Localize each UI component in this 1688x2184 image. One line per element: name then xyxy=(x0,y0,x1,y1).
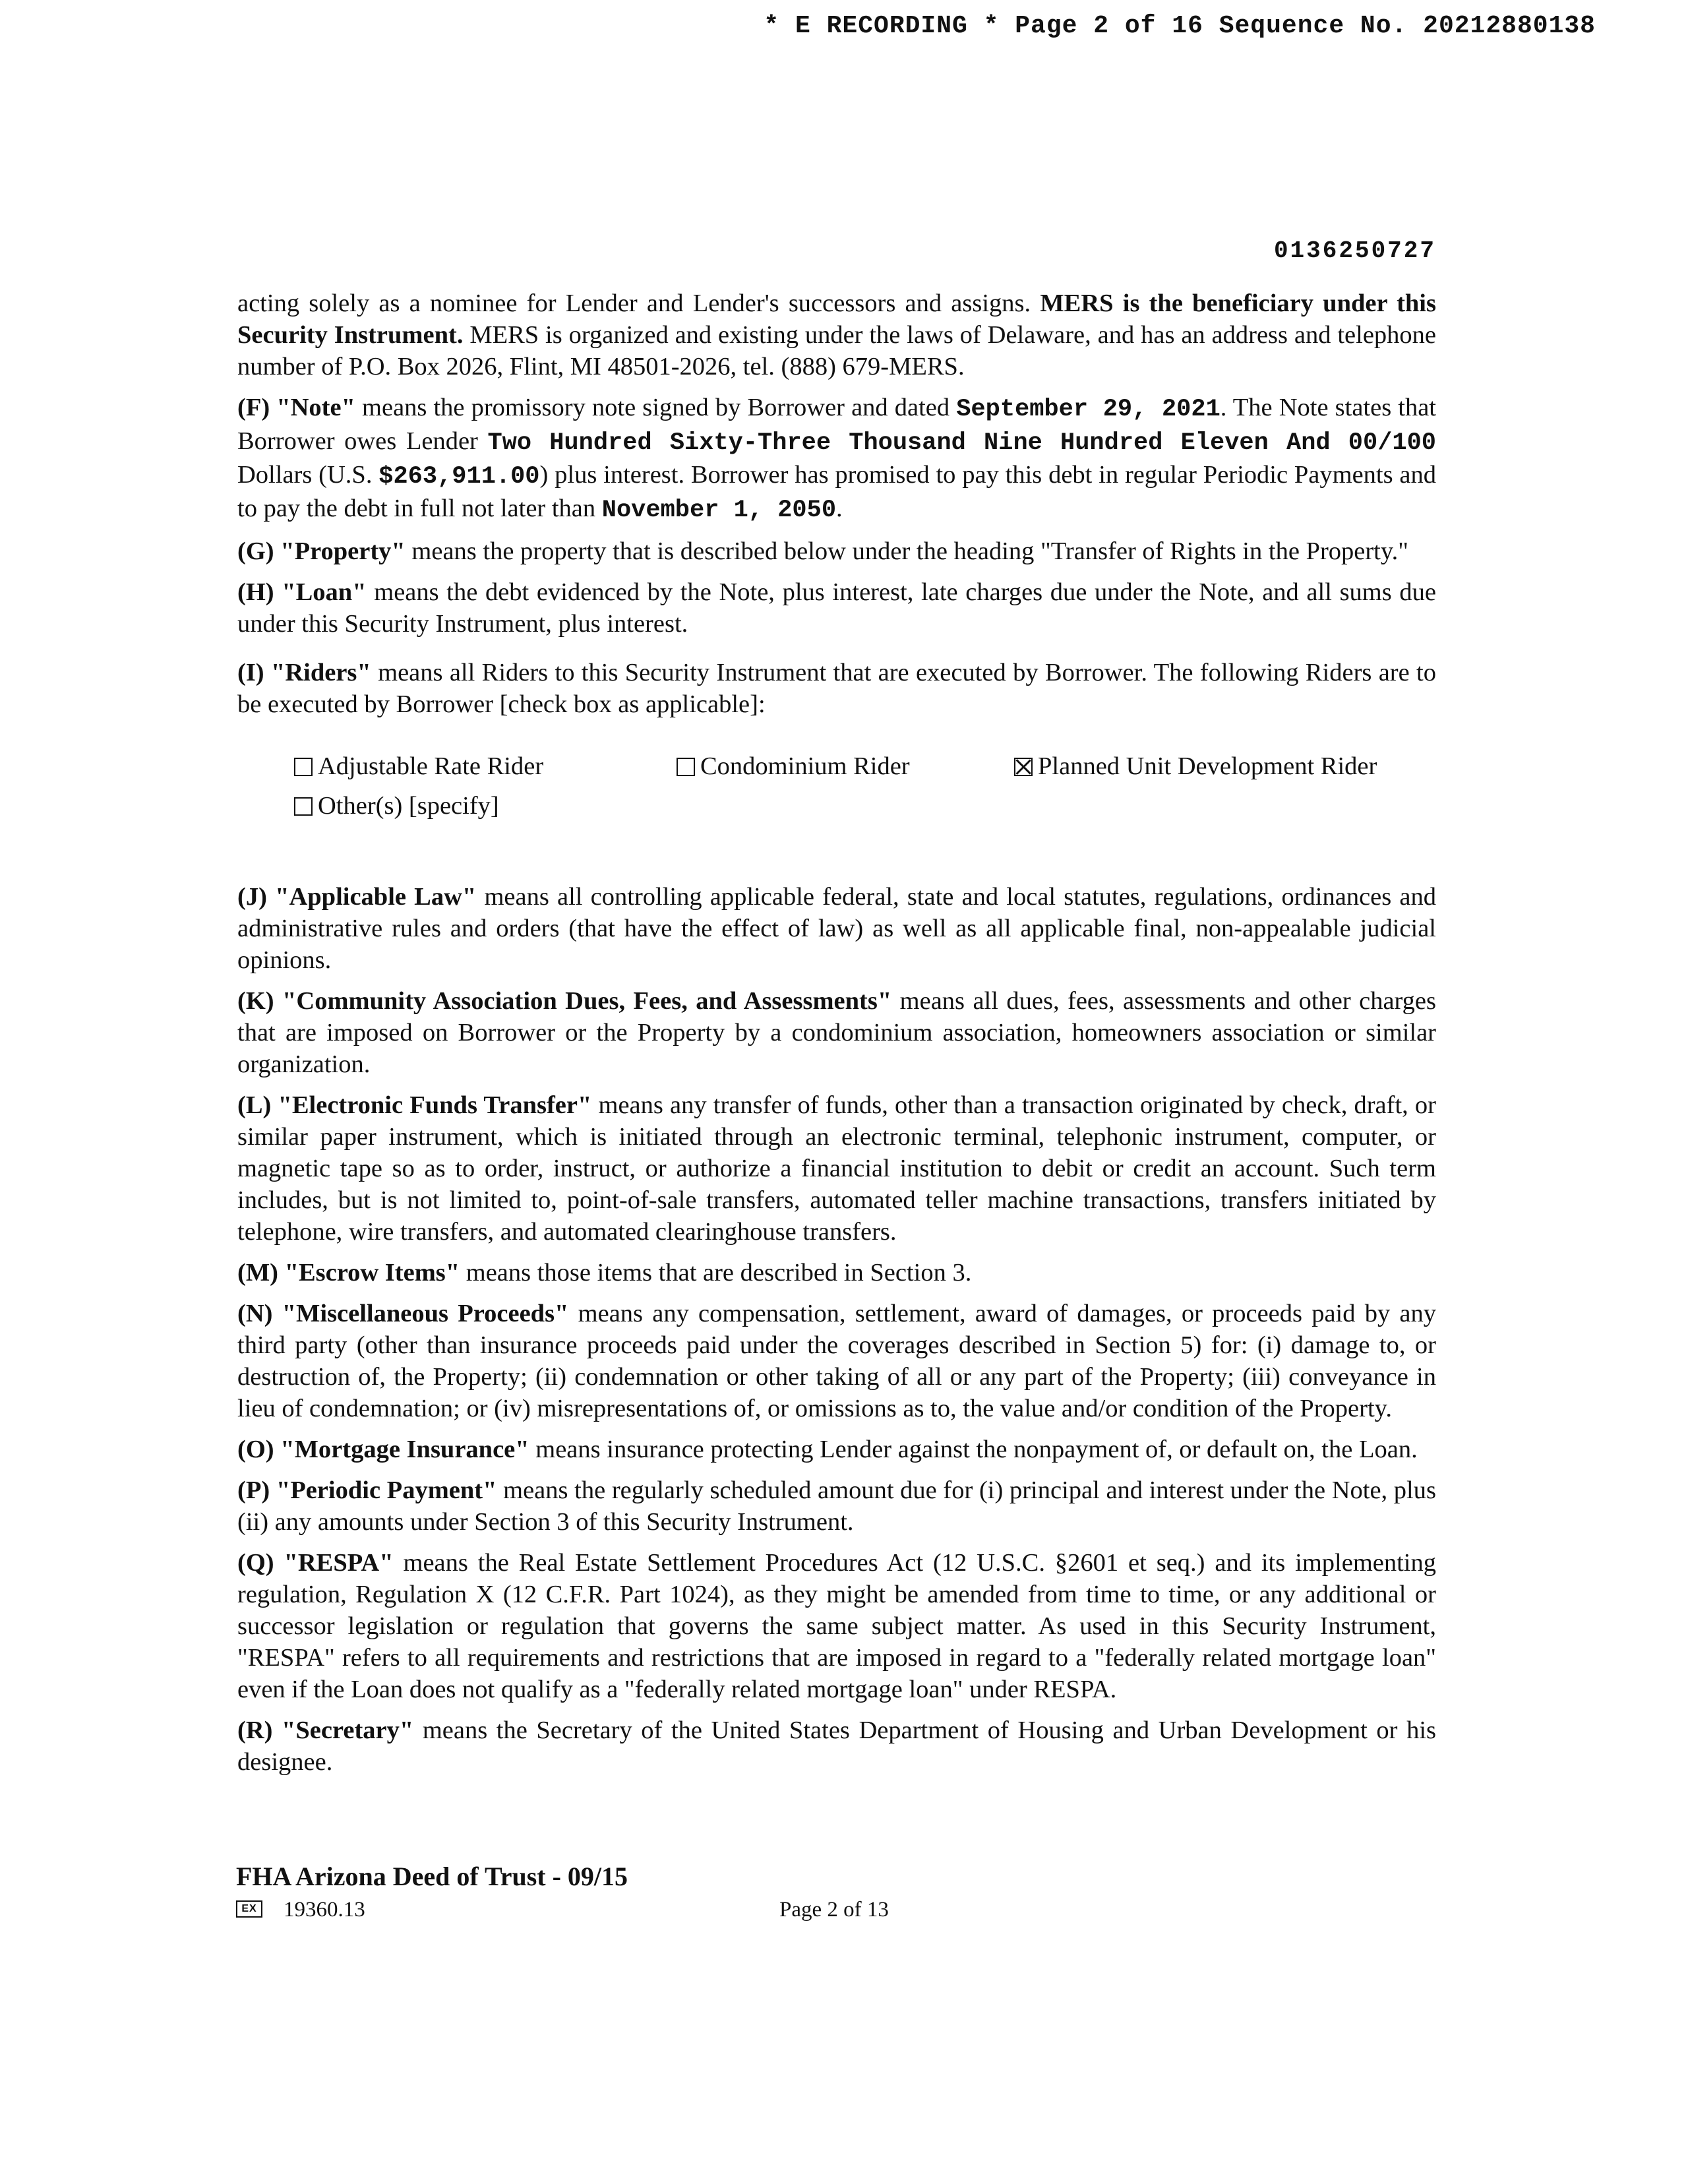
definition-periodic-payment xyxy=(237,1474,1436,1538)
definition-text: means all controlling applicable federal, state and local statutes, regulations, ordinances and administrative rules and orders (that have the effect of law) as well as all applicable final, non-appealable judicial opinions. xyxy=(237,883,1436,974)
maturity-date: November 1, 2050 xyxy=(601,497,837,524)
definition-text: means any transfer of funds, other than a transaction originated by check, draft, or similar paper instrument, which is initiated through an electronic terminal, telephonic instrument, computer, or magnetic tape so as to order, instruct, or authorize a financial institution to debit or credit an account. Such term includes, but is not limited to, point-of-sale transfers, automated teller machine transactions, transfers initiated by telephone, wire transfers, and automated clearinghouse transfers. xyxy=(237,1091,1437,1246)
rider-adjustable-rate[interactable] xyxy=(294,750,677,782)
checkbox-unchecked-icon[interactable] xyxy=(677,758,695,776)
definition-electronic-funds xyxy=(237,1089,1436,1248)
loan-number: 0136250727 xyxy=(1273,237,1436,264)
checkbox-unchecked-icon[interactable] xyxy=(294,797,313,816)
definition-note xyxy=(237,392,1436,526)
rider-condominium[interactable] xyxy=(677,750,1014,782)
rider-planned-unit-development[interactable] xyxy=(1014,750,1377,782)
term-electronic-funds: (L) "Electronic Funds Transfer" xyxy=(237,1091,592,1119)
mers-text-end: MERS is organized and existing under the laws of Delaware, and has an address and telephone number of P.O. Box 2026, Flint, MI 48501-2026, tel. (888) 679-MERS. xyxy=(237,321,1436,380)
paragraph-mers xyxy=(237,288,1436,382)
definition-text: means all Riders to this Security Instrument that are executed by Borrower. The following Riders are to be executed by Borrower [check box as applicable]: xyxy=(237,659,1436,718)
definition-applicable-law xyxy=(237,881,1436,976)
rider-label: Condominium Rider xyxy=(700,752,910,780)
definition-escrow-items xyxy=(237,1257,1436,1289)
definition-text: . The Note states that Borrower owes Lender xyxy=(237,394,1436,455)
definition-text: means all dues, fees, assessments and other charges that are imposed on Borrower or the Property by a condominium association, homeowners association or similar organization. xyxy=(237,987,1436,1078)
ellie-mae-form-icon: EX xyxy=(236,1900,262,1918)
mers-beneficiary-statement: MERS is the beneficiary under this Security Instrument. xyxy=(237,289,1436,349)
checkbox-checked-icon[interactable] xyxy=(1014,758,1033,776)
form-title: FHA Arizona Deed of Trust - 09/15 xyxy=(236,1862,628,1891)
definition-text: means the property that is described below under the heading "Transfer of Rights in the Property." xyxy=(405,537,1408,565)
term-note: (F) "Note" xyxy=(237,394,355,421)
definition-text: means the Secretary of the United States Department of Housing and Urban Development or his designee. xyxy=(237,1716,1436,1776)
loan-amount: $263,911.00 xyxy=(378,463,540,491)
term-community-dues: (K) "Community Association Dues, Fees, and Assessments" xyxy=(237,987,892,1015)
form-number: 19360.13 xyxy=(284,1898,365,1922)
rider-label: Adjustable Rate Rider xyxy=(318,752,544,780)
definition-secretary xyxy=(237,1714,1436,1778)
note-date: September 29, 2021 xyxy=(956,396,1221,423)
recording-header: * E RECORDING * Page 2 of 16 Sequence No. 20212880138 xyxy=(764,12,1596,40)
definition-community-dues xyxy=(237,985,1436,1080)
definition-respa xyxy=(237,1547,1436,1705)
term-applicable-law: (J) "Applicable Law" xyxy=(237,883,477,911)
definition-text: Dollars (U.S. xyxy=(237,461,379,489)
definition-misc-proceeds xyxy=(237,1298,1436,1424)
mers-text-start: acting solely as a nominee for Lender and Lender's successors and assigns. xyxy=(237,289,1040,317)
term-misc-proceeds: (N) "Miscellaneous Proceeds" xyxy=(237,1300,569,1327)
rider-label: Other(s) [specify] xyxy=(318,792,499,820)
term-loan: (H) "Loan" xyxy=(237,578,367,606)
definition-property xyxy=(237,535,1436,567)
definition-mortgage-insurance xyxy=(237,1434,1436,1465)
term-riders: (I) "Riders" xyxy=(237,659,371,686)
footer xyxy=(236,1898,895,1924)
term-periodic-payment: (P) "Periodic Payment" xyxy=(237,1476,497,1504)
definition-text: means any compensation, settlement, award of damages, or proceeds paid by any third party (other than insurance proceeds paid under the coverages described in Section 5) for: (i) damage to, or destruction of, the Property; (ii) condemnation or other taking of all or any part of the Property; (iii) conveyance in lieu of condemnation; or (iv) misrepresentations of, or omissions as to, the value and/or condition of the Property. xyxy=(237,1300,1436,1422)
rider-label: Planned Unit Development Rider xyxy=(1038,752,1377,780)
riders-row xyxy=(294,746,1436,786)
loan-amount-words: Two Hundred Sixty-Three Thousand Nine Hundred Eleven And 00/100 xyxy=(487,429,1437,457)
page-number: Page 2 of 13 xyxy=(779,1898,889,1922)
checkbox-unchecked-icon[interactable] xyxy=(294,758,313,776)
definition-text: means those items that are described in Section 3. xyxy=(460,1259,972,1287)
term-mortgage-insurance: (O) "Mortgage Insurance" xyxy=(237,1436,529,1463)
term-escrow-items: (M) "Escrow Items" xyxy=(237,1259,460,1287)
document-body xyxy=(237,288,1436,1778)
definition-text: . xyxy=(836,495,843,522)
term-property: (G) "Property" xyxy=(237,537,406,565)
definition-riders xyxy=(237,657,1436,720)
definition-text: means the regularly scheduled amount due for (i) principal and interest under the Note, plus (ii) any amounts under Section 3 of this Security Instrument. xyxy=(237,1476,1436,1536)
definition-text: means the debt evidenced by the Note, plus interest, late charges due under the Note, and all sums due under this Security Instrument, plus interest. xyxy=(237,578,1436,638)
rider-other[interactable] xyxy=(294,790,677,822)
riders-row xyxy=(294,786,1436,826)
definition-text: means the Real Estate Settlement Procedures Act (12 U.S.C. §2601 et seq.) and its implementing regulation, Regulation X (12 C.F.R. Part 1024), as they might be amended from time to time, or any additional or successor legislation or regulation that governs the same subject matter. As used in this Security Instrument, "RESPA" refers to all requirements and restrictions that are imposed in regard to a "federally related mortgage loan" even if the Loan does not qualify as a "federally related mortgage loan" under RESPA. xyxy=(237,1549,1436,1703)
term-respa: (Q) "RESPA" xyxy=(237,1549,394,1577)
term-secretary: (R) "Secretary" xyxy=(237,1716,414,1744)
riders-checklist xyxy=(294,746,1436,826)
definition-text: means the promissory note signed by Borrower and dated xyxy=(355,394,957,421)
definition-text: ) plus interest. Borrower has promised to pay this debt in regular Periodic Payments and to pay the debt in full not later than xyxy=(237,461,1437,522)
definition-text: means insurance protecting Lender against the nonpayment of, or default on, the Loan. xyxy=(529,1436,1418,1463)
definition-loan xyxy=(237,576,1436,640)
